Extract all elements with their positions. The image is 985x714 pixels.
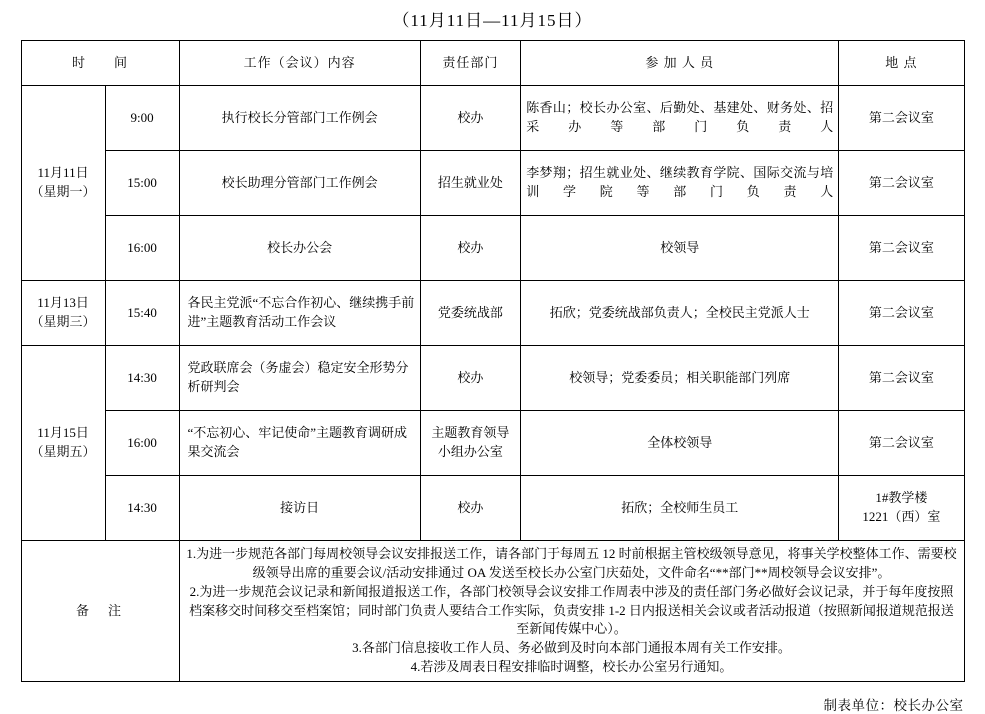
dept-cell: 党委统战部 bbox=[420, 281, 521, 346]
notes-row bbox=[21, 541, 964, 682]
place-line-1: 1#教学楼 bbox=[875, 490, 928, 506]
dept-cell bbox=[420, 411, 521, 476]
column-header-place: 地 点 bbox=[839, 41, 964, 86]
date-cell bbox=[21, 346, 105, 541]
dept-line-2: 小组办公室 bbox=[437, 444, 503, 459]
content-cell: 校长办公会 bbox=[179, 216, 420, 281]
place-cell: 第二会议室 bbox=[839, 216, 964, 281]
note-item: 1.为进一步规范各部门每周校领导会议安排报送工作，请各部门于每周五 12 时前根据主管校级领导意见，将事关学校整体工作、需要校级领导出席的重要会议/活动安排通过 OA 发送至校长办公室门庆茹处，文件命名“**部门**周校领导会议安排”。 bbox=[186, 546, 957, 580]
people-cell: 拓欣；全校师生员工 bbox=[521, 476, 839, 541]
table-row bbox=[21, 346, 964, 411]
place-cell: 第二会议室 bbox=[839, 86, 964, 151]
time-cell: 16:00 bbox=[105, 411, 179, 476]
dept-cell: 招生就业处 bbox=[420, 151, 521, 216]
date-line-2: （星期一） bbox=[30, 184, 96, 199]
date-line-2: （星期五） bbox=[30, 444, 96, 459]
table-header-row bbox=[21, 41, 964, 86]
dept-cell: 校办 bbox=[420, 476, 521, 541]
place-cell: 第二会议室 bbox=[839, 281, 964, 346]
date-line-2: （星期三） bbox=[30, 314, 96, 329]
people-cell: 陈香山；校长办公室、后勤处、基建处、财务处、招采办等部门负责人 bbox=[521, 86, 839, 151]
time-cell: 15:40 bbox=[105, 281, 179, 346]
time-cell: 14:30 bbox=[105, 476, 179, 541]
people-cell: 全体校领导 bbox=[521, 411, 839, 476]
date-line-1: 11月11日 bbox=[37, 165, 89, 181]
people-cell: 拓欣；党委统战部负责人；全校民主党派人士 bbox=[521, 281, 839, 346]
note-item: 2.为进一步规范会议记录和新闻报道报送工作，各部门校领导会议安排工作周表中涉及的责任部门务必做好会议记录，并于每年度按照档案移交时间移交至档案馆；同时部门负责人要结合工作实际，负责安排 1-2 日内报送相关会议或者活动报道（按照新闻报道规范报送至新闻传媒中心）。 bbox=[189, 583, 954, 637]
place-cell bbox=[839, 476, 964, 541]
note-item: 4.若涉及周表日程安排临时调整，校长办公室另行通知。 bbox=[410, 659, 733, 675]
content-cell: 校长助理分管部门工作例会 bbox=[179, 151, 420, 216]
date-line-1: 11月13日 bbox=[37, 295, 89, 311]
dept-cell: 校办 bbox=[420, 86, 521, 151]
table-row bbox=[21, 216, 964, 281]
date-cell bbox=[21, 281, 105, 346]
content-cell: 各民主党派“不忘合作初心、继续携手前进”主题教育活动工作会议 bbox=[179, 281, 420, 346]
notes-body bbox=[179, 541, 964, 682]
place-cell: 第二会议室 bbox=[839, 346, 964, 411]
column-header-dept: 责任部门 bbox=[420, 41, 521, 86]
date-line-1: 11月15日 bbox=[37, 425, 89, 441]
time-cell: 15:00 bbox=[105, 151, 179, 216]
footer-maker: 制表单位：校长办公室 bbox=[823, 697, 964, 713]
table-row bbox=[21, 86, 964, 151]
content-cell: “不忘初心、牢记使命”主题教育调研成果交流会 bbox=[179, 411, 420, 476]
time-cell: 14:30 bbox=[105, 346, 179, 411]
place-cell: 第二会议室 bbox=[839, 411, 964, 476]
note-item: 3.各部门信息接收工作人员、务必做到及时向本部门通报本周有关工作安排。 bbox=[352, 640, 791, 656]
content-cell: 接访日 bbox=[179, 476, 420, 541]
time-cell: 16:00 bbox=[105, 216, 179, 281]
dept-cell: 校办 bbox=[420, 216, 521, 281]
people-cell: 李梦翔；招生就业处、继续教育学院、国际交流与培训学院等部门负责人 bbox=[521, 151, 839, 216]
table-row bbox=[21, 411, 964, 476]
people-cell: 校领导；党委委员；相关职能部门列席 bbox=[521, 346, 839, 411]
column-header-content: 工作（会议）内容 bbox=[179, 41, 420, 86]
dept-cell: 校办 bbox=[420, 346, 521, 411]
table-row bbox=[21, 476, 964, 541]
notes-label: 备 注 bbox=[21, 541, 179, 682]
table-row bbox=[21, 281, 964, 346]
schedule-table bbox=[21, 40, 965, 682]
content-cell: 执行校长分管部门工作例会 bbox=[179, 86, 420, 151]
table-row bbox=[21, 151, 964, 216]
dept-line-1: 主题教育领导 bbox=[431, 425, 510, 441]
date-cell bbox=[21, 86, 105, 281]
column-header-time: 时 间 bbox=[21, 41, 179, 86]
place-cell: 第二会议室 bbox=[839, 151, 964, 216]
people-cell: 校领导 bbox=[521, 216, 839, 281]
content-cell: 党政联席会（务虚会）稳定安全形势分析研判会 bbox=[179, 346, 420, 411]
page-title: （11月11日—11月15日） bbox=[392, 11, 593, 30]
column-header-people: 参 加 人 员 bbox=[521, 41, 839, 86]
time-cell: 9:00 bbox=[105, 86, 179, 151]
place-line-2: 1221（西）室 bbox=[862, 509, 941, 524]
